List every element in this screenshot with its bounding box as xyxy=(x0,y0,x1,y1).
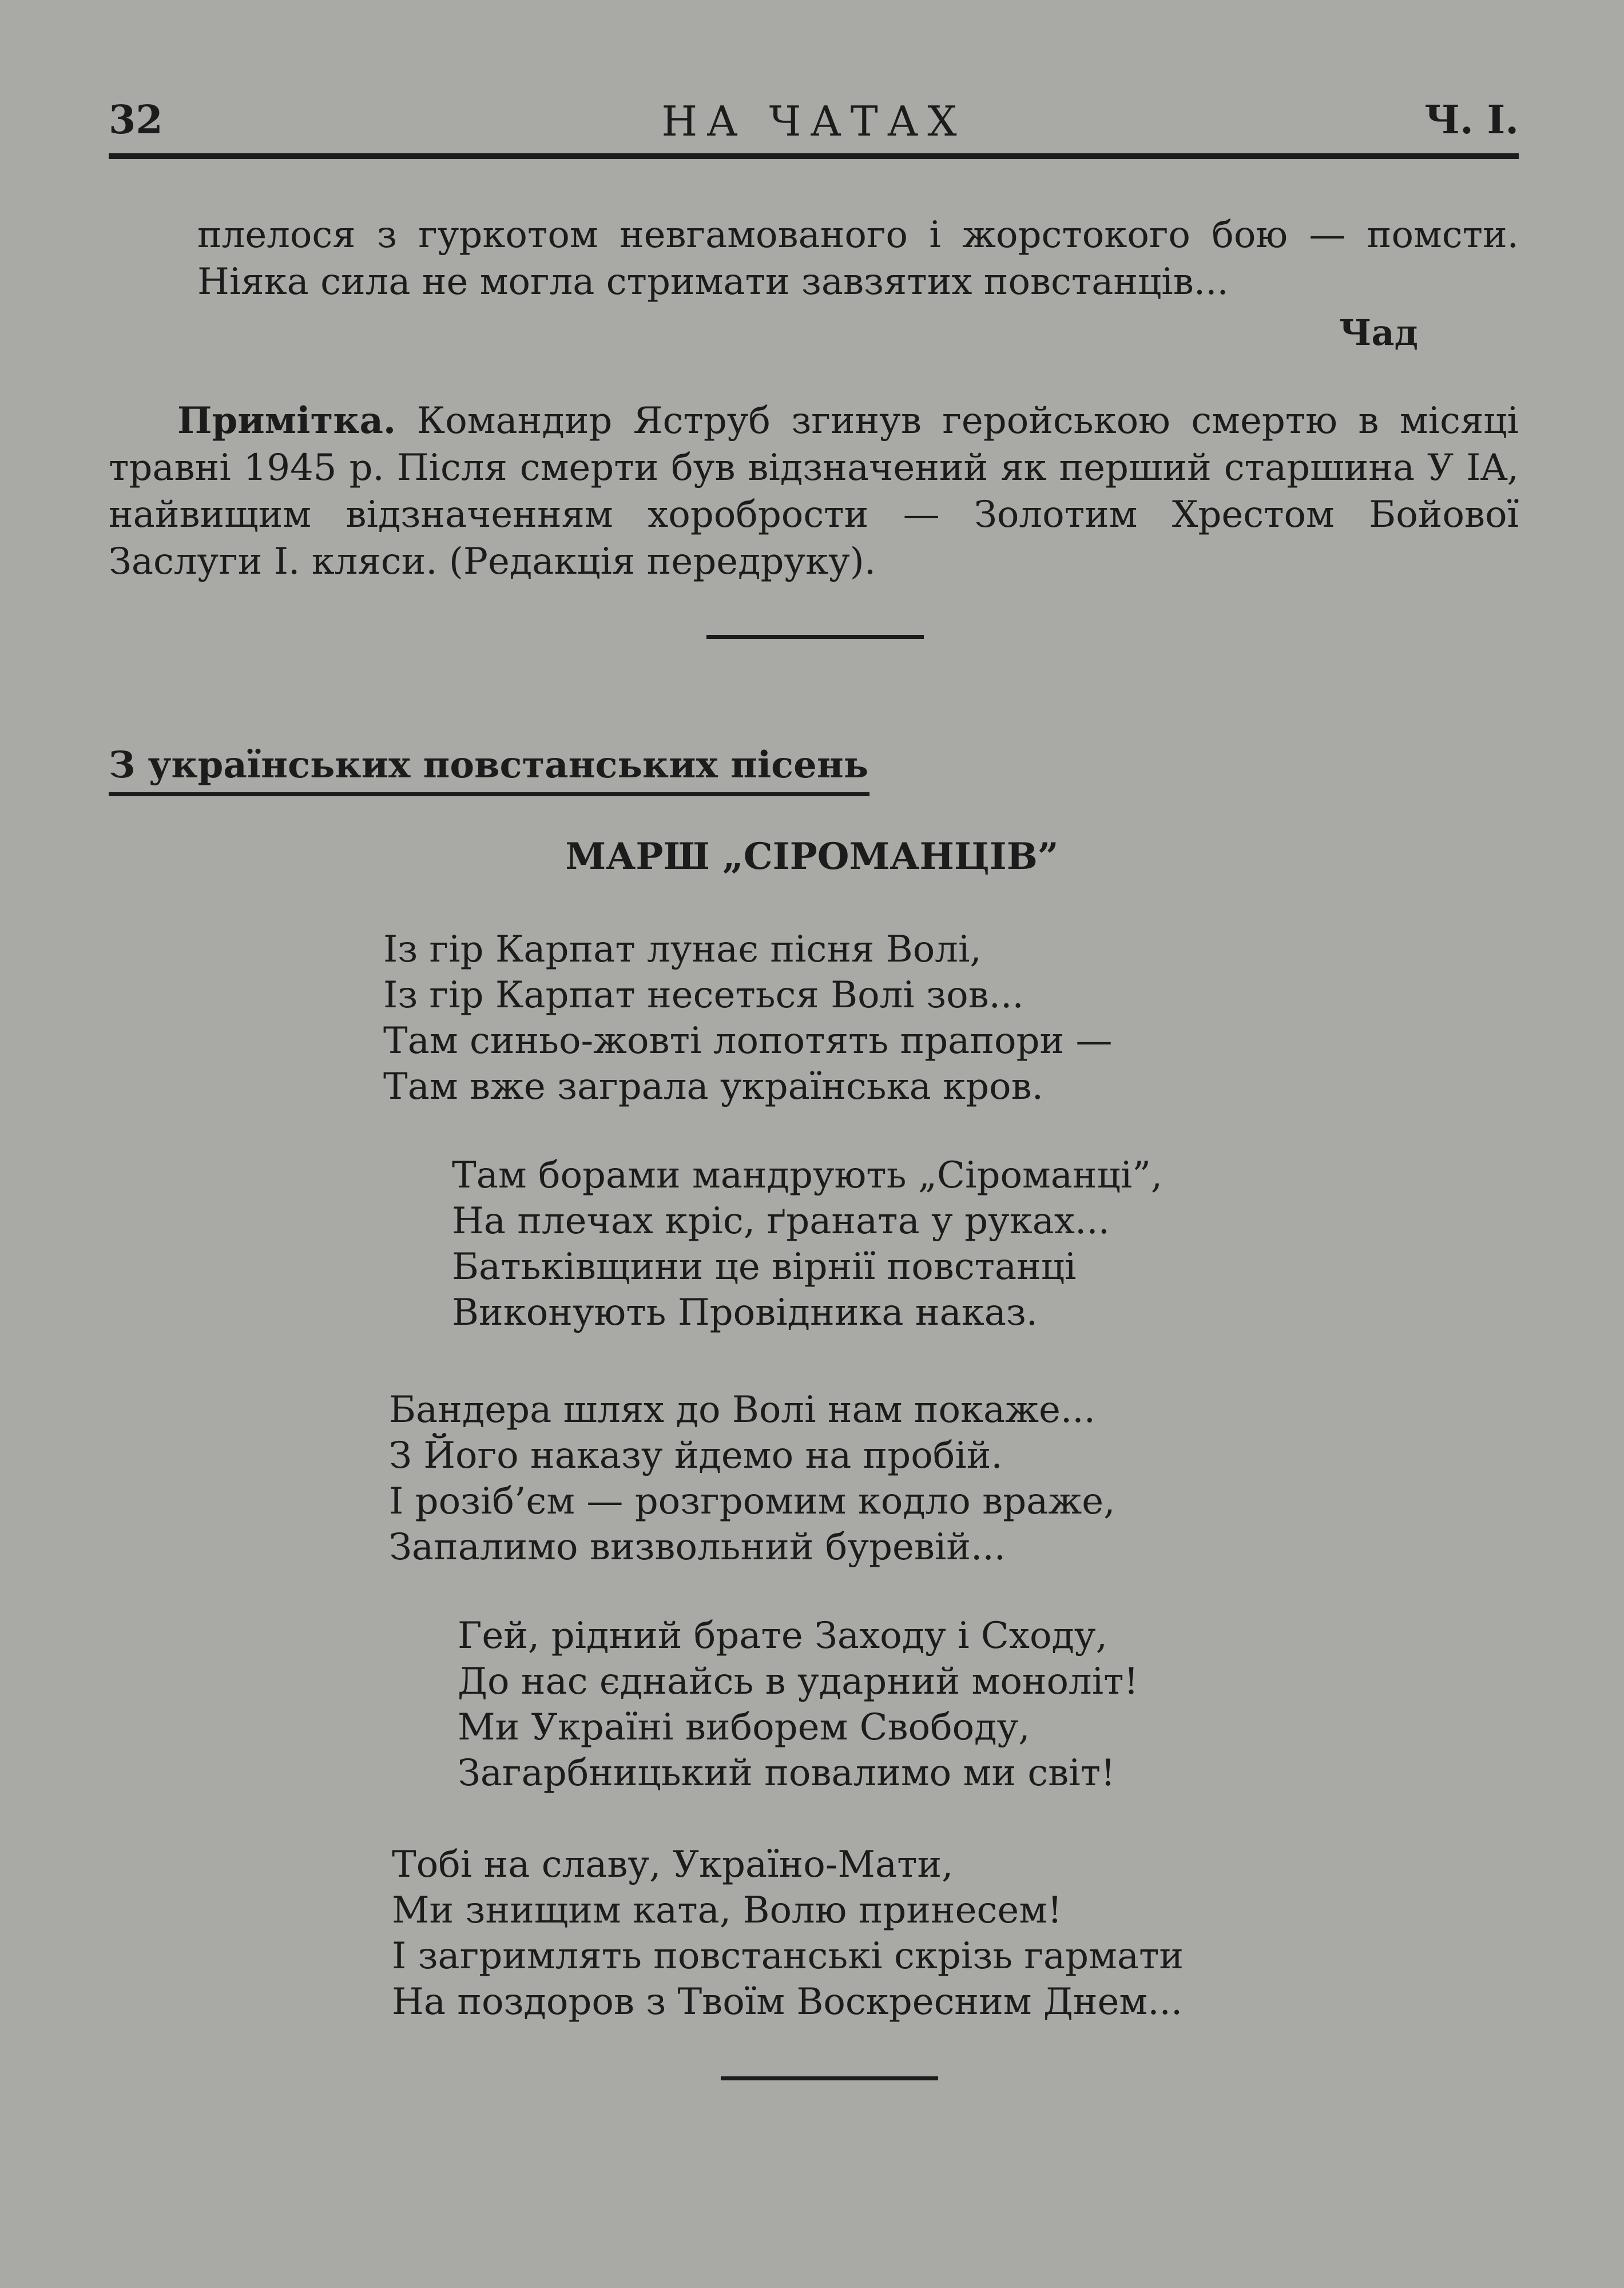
poem-line: Там вже заграла українська кров. xyxy=(383,1066,1043,1108)
poem-line: До нас єднайсь в ударний моноліт! xyxy=(458,1661,1139,1703)
poem-line: Із гір Карпат несеться Волі зов... xyxy=(383,974,1024,1016)
poem-line: На поздоров з Твоїм Воскресним Днем... xyxy=(392,1981,1183,2023)
poem-line: Ми Україні виборем Свободу, xyxy=(458,1706,1030,1749)
poem-stanza-5 xyxy=(392,1842,1184,2025)
section-title: З українських повстанських пісень xyxy=(109,744,869,786)
section-underline xyxy=(109,792,869,796)
continuation-text: плелося з гуркотом невгамованого і жорстокого бою — помсти. Ніяка сила не могла стримати завзятих повстанців... xyxy=(197,214,1519,303)
poem-line: Із гір Карпат лунає пісня Волі, xyxy=(383,928,982,971)
poem-title: МАРШ „СІРОМАНЦІВ” xyxy=(565,835,1059,878)
poem-stanza-3 xyxy=(389,1387,1115,1570)
header-rule xyxy=(109,153,1519,159)
poem-line: Бандера шлях до Волі нам покаже... xyxy=(389,1389,1095,1431)
poem-stanza-1 xyxy=(383,927,1112,1110)
poem-line: Ми знищим ката, Волю принесем! xyxy=(392,1889,1062,1932)
separator-rule xyxy=(706,635,924,639)
separator-rule xyxy=(721,2076,938,2080)
poem-line: Виконують Провідника наказ. xyxy=(452,1292,1038,1334)
poem-line: На плечах кріс, ґраната у руках... xyxy=(452,1200,1110,1242)
poem-line: Батьківщини це вірнії повстанці xyxy=(452,1246,1077,1288)
poem-line: Загарбницький повалимо ми світ! xyxy=(458,1752,1115,1794)
page-header xyxy=(109,97,1519,160)
author-signature: Чад xyxy=(1339,312,1418,353)
poem-line: І загримлять повстанські скрізь гармати xyxy=(392,1935,1184,1977)
poem-stanza-2 xyxy=(452,1153,1162,1336)
poem-line: І розіб’єм — розгромим кодло враже, xyxy=(389,1480,1115,1523)
journal-title: НА ЧАТАХ xyxy=(661,97,966,145)
page-number: 32 xyxy=(109,97,163,143)
poem-stanza-4 xyxy=(458,1613,1138,1796)
note-paragraph xyxy=(109,398,1519,585)
poem-line: З Його наказу йдемо на пробій. xyxy=(389,1435,1003,1477)
poem-line: Тобі на славу, Україно-Мати, xyxy=(392,1844,954,1886)
note-label: Примітка. xyxy=(177,399,396,442)
poem-line: Там борами мандрують „Сіроманці”, xyxy=(452,1154,1163,1197)
part-label: Ч. І. xyxy=(1424,97,1519,143)
poem-line: Там синьо-жовті лопотять прапори — xyxy=(383,1020,1113,1062)
poem-line: Запалимо визвольний буревій... xyxy=(389,1526,1006,1568)
continuation-paragraph xyxy=(197,212,1519,305)
poem-line: Гей, рідний брате Заходу і Сходу, xyxy=(458,1615,1107,1657)
note-text: Командир Яструб згинув геройською смертю в місяці травні 1945 р. Після смерти був відзначений як перший старшина У IA, найвищим відзначенням хоробрости — Золотим Хрестом Бойової Заслуги І. кляси. (Редакція передруку). xyxy=(109,400,1519,583)
